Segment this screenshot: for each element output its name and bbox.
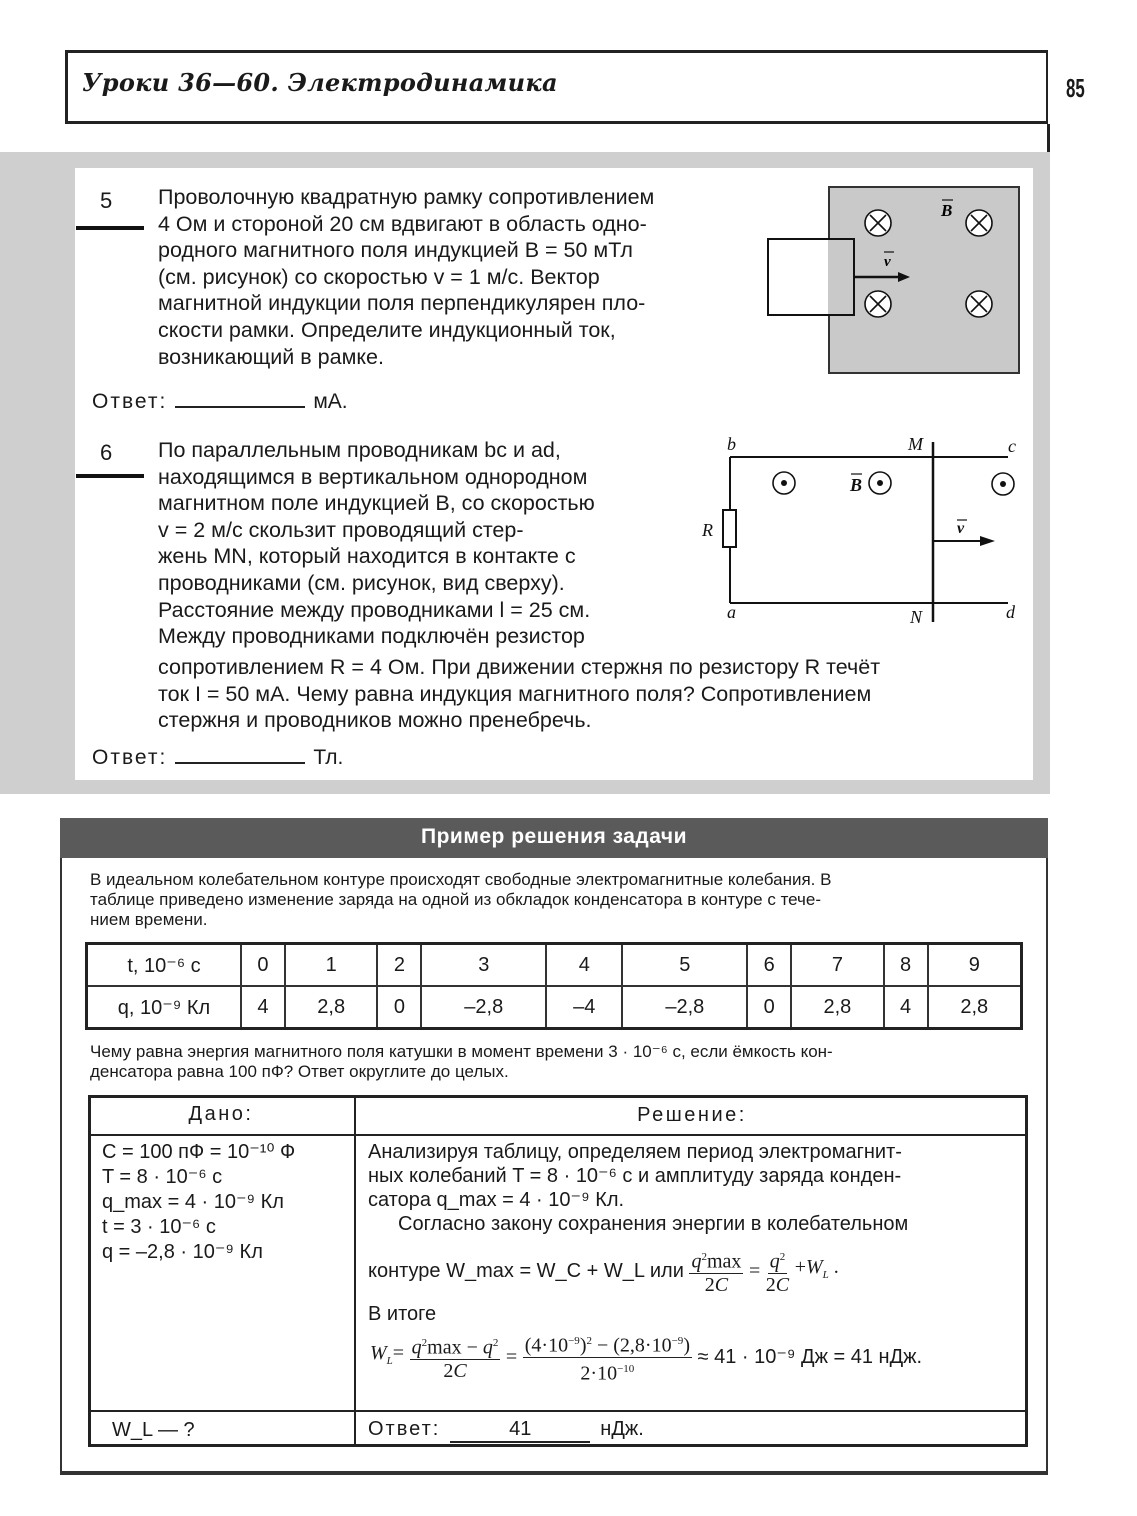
answer-input[interactable] — [175, 744, 305, 764]
table-cell: 4 — [241, 986, 285, 1029]
problem-6-line: По параллельным проводникам bc и ad, — [158, 438, 561, 462]
answer-label: Ответ: — [92, 390, 168, 413]
label-M: M — [908, 434, 923, 454]
answer-input[interactable] — [175, 388, 305, 408]
given-header: Дано: — [188, 1103, 254, 1125]
given-item: T = 8 · 10⁻⁶ с — [102, 1166, 223, 1188]
problem-6-line: ток I = 50 мА. Чему равна индукция магнитного поля? Сопротивлением — [158, 681, 872, 706]
table-cell: 9 — [928, 944, 1022, 987]
table-row-time — [87, 944, 1022, 987]
velocity-arrow-icon — [980, 536, 995, 546]
result-value: ≈ 41 · 10⁻⁹ Дж = 41 нДж. — [697, 1346, 923, 1369]
table-cell: –4 — [546, 986, 622, 1029]
velocity-arrow-icon — [898, 272, 910, 282]
velocity-label: v — [884, 254, 891, 270]
velocity-label: v — [957, 520, 965, 537]
table-cell: 6 — [747, 944, 791, 987]
table-cell: 1 — [285, 944, 377, 987]
problem-6-line: проводниками (см. рисунок, вид сверху). — [158, 570, 565, 595]
example-intro — [90, 870, 1022, 930]
answer-unit: Тл. — [313, 746, 344, 769]
question-line: денсатора равна 100 пФ? Ответ округлите до целых. — [90, 1062, 509, 1081]
label-b: b — [727, 434, 736, 454]
solution-line: Анализируя таблицу, определяем период электромагнит- — [368, 1141, 902, 1163]
resistor-icon — [723, 510, 736, 547]
problem-6-answer — [92, 744, 343, 770]
table-cell: 7 — [791, 944, 883, 987]
table-cell: 8 — [884, 944, 928, 987]
given-item: q_max = 4 · 10⁻⁹ Кл — [102, 1191, 284, 1213]
problem-5-line: возникающий в рамке. — [158, 344, 384, 369]
table-cell: 4 — [884, 986, 928, 1029]
table-cell: 0 — [241, 944, 285, 987]
given-item: C = 100 пФ = 10⁻¹⁰ Ф — [102, 1141, 296, 1163]
table-cell: 2,8 — [791, 986, 883, 1029]
table-row-charge — [87, 986, 1022, 1029]
energy-conservation-formula: контуре W_max = W_C + W_L или $\frac{q^2\max}{2C}$ = $\frac{q^2}{2C}$ $+W_L$ . — [368, 1246, 1016, 1296]
label-d: d — [1006, 602, 1015, 622]
field-out-of-page-icon — [773, 472, 1014, 495]
fraction: $\frac{q^2}{2C}$ — [766, 1246, 789, 1296]
table-cell: –2,8 — [421, 986, 546, 1029]
problem-6-line: v = 2 м/с скользит проводящий стер- — [158, 517, 524, 542]
answer-unit: мА. — [313, 390, 348, 413]
column-divider — [354, 1095, 356, 1447]
charge-time-table — [85, 942, 1023, 1030]
problem-6-figure — [690, 430, 1040, 630]
problem-5-line: (см. рисунок) со скоростью v = 1 м/с. Вектор — [158, 264, 600, 289]
chapter-title: Уроки 36—60. Электродинамика — [82, 68, 558, 97]
solution-paragraph-4: В итоге — [368, 1303, 437, 1325]
intro-line: В идеальном колебательном контуре происходят свободные электромагнитные колебания. В — [90, 870, 832, 889]
solution-line: ных колебаний T = 8 · 10⁻⁶ с и амплитуду заряда конден- — [368, 1165, 902, 1187]
row-divider — [88, 1410, 1028, 1412]
given-item: t = 3 · 10⁻⁶ с — [102, 1216, 216, 1238]
solution-paragraph-2: Согласно закону сохранения энергии в колебательном — [398, 1213, 909, 1235]
table-cell: 4 — [546, 944, 622, 987]
table-cell: 2 — [377, 944, 421, 987]
problem-5-line: магнитной индукции поля перпендикулярен пло- — [158, 291, 646, 316]
intro-line: нием времени. — [90, 910, 208, 929]
example-answer — [368, 1418, 644, 1443]
field-label: B — [941, 201, 953, 220]
problem-6-text-continued — [158, 654, 1026, 734]
problem-6-line: магнитном поле индукцией B, со скоростью — [158, 491, 595, 516]
bottom-rule — [60, 1473, 1048, 1475]
table-cell: –2,8 — [622, 986, 747, 1029]
table-cell: 0 — [377, 986, 421, 1029]
solution-header: Решение: — [637, 1104, 747, 1126]
given-list — [102, 1140, 352, 1265]
problem-5-number: 5 — [100, 188, 113, 213]
header-text: q, 10⁻⁹ Кл — [117, 996, 211, 1019]
answer-label: Ответ: — [92, 746, 168, 769]
problem-5-line: Проволочную квадратную рамку сопротивлением — [158, 185, 655, 209]
row-header-charge — [87, 986, 242, 1029]
answer-unit: нДж. — [600, 1418, 644, 1440]
find-quantity: W_L — ? — [112, 1419, 195, 1441]
problem-5-line: родного магнитного поля индукцией B = 50 мТл — [158, 238, 633, 263]
table-cell: 2,8 — [928, 986, 1022, 1029]
problem-6-line: стержня и проводников можно пренебречь. — [158, 708, 592, 733]
formula-prefix: контуре W_max = W_C + W_L или — [368, 1259, 684, 1282]
problem-6-number: 6 — [100, 440, 113, 465]
answer-value: 41 — [450, 1418, 590, 1443]
fraction: $\frac{(4\cdot 10^{-9})^2 - (2,8\cdot 10^{-9})}{2\cdot 10^{-10}}$ — [523, 1330, 692, 1384]
problem-5-figure — [760, 180, 1050, 380]
solution-paragraph-1 — [368, 1140, 1016, 1212]
label-c: c — [1008, 436, 1016, 456]
problem-5-text — [158, 184, 742, 370]
solution-line: сатора q_max = 4 · 10⁻⁹ Кл. — [368, 1189, 625, 1211]
problem-6-marker — [76, 474, 144, 478]
problem-6-line: Расстояние между проводниками l = 25 см. — [158, 597, 591, 622]
problem-6-line: находящимся в вертикальном однородном — [158, 464, 588, 489]
table-cell: 0 — [747, 986, 791, 1029]
problem-6-text — [158, 437, 678, 650]
header-text: t, 10⁻⁶ с — [127, 954, 201, 977]
example-title: Пример решения задачи — [420, 825, 687, 848]
page-number: 85 — [1066, 73, 1085, 103]
fraction: $\frac{q^2\max - q^2}{2C}$ — [410, 1332, 501, 1382]
label-R: R — [702, 520, 713, 540]
problem-5-line: скости рамки. Определите индукционный ток, — [158, 317, 616, 342]
table-cell: 5 — [622, 944, 747, 987]
problem-6-line: Между проводниками подключён резистор — [158, 624, 585, 649]
problem-6-line: сопротивлением R = 4 Ом. При движении стержня по резистору R течёт — [158, 655, 881, 679]
example-question — [90, 1042, 1022, 1082]
row-divider — [88, 1134, 1028, 1136]
given-item: q = –2,8 · 10⁻⁹ Кл — [102, 1241, 263, 1263]
intro-line: таблице приведено изменение заряда на одной из обкладок конденсатора в контуре с тече- — [90, 890, 822, 909]
row-header-time — [87, 944, 242, 987]
problem-5-line: 4 Ом и стороной 20 см вдвигают в область одно- — [158, 211, 647, 236]
table-cell: 3 — [421, 944, 546, 987]
label-a: a — [727, 602, 736, 622]
problem-6-line: жень MN, который находится в контакте с — [158, 544, 576, 569]
answer-label: Ответ: — [368, 1418, 441, 1440]
table-cell: 2,8 — [285, 986, 377, 1029]
result-formula: $W_L=$ $\frac{q^2\max - q^2}{2C}$ = $\frac{(4\cdot 10^{-9})^2 - (2,8\cdot 10^{-9})}{2\cdot 10^{-10}}$ ≈ 41 · 10⁻⁹ Дж = 41 нДж. — [370, 1330, 922, 1384]
field-label: B — [850, 475, 863, 495]
fraction: $\frac{q^2\max}{2C}$ — [689, 1246, 743, 1296]
problem-5-marker — [76, 226, 144, 230]
label-N: N — [910, 607, 923, 627]
question-line: Чему равна энергия магнитного поля катушки в момент времени 3 · 10⁻⁶ с, если ёмкость кон- — [90, 1042, 833, 1061]
problem-5-answer — [92, 388, 348, 414]
